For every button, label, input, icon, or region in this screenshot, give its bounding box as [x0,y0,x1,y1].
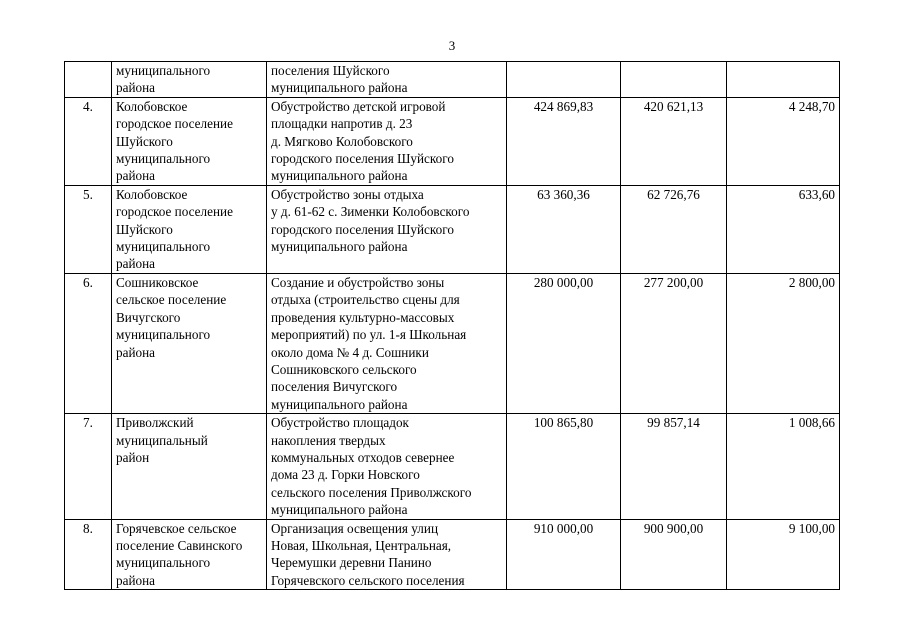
row-number-cell: 6. [65,273,112,413]
grant-table [64,61,840,590]
regional-amount-cell: 62 726,76 [621,185,727,273]
table-row [65,97,840,185]
local-amount-cell: 9 100,00 [727,519,840,590]
local-amount-cell: 1 008,66 [727,414,840,519]
row-number-cell: 7. [65,414,112,519]
row-number-cell: 5. [65,185,112,273]
recipient-cell: Приволжский муниципальный район [112,414,267,519]
project-cell: Обустройство площадок накопления твердых коммунальных отходов севернее дома 23 д. Горки Новского сельского поселения Приволжского муниципального района [267,414,507,519]
regional-amount-cell: 99 857,14 [621,414,727,519]
regional-amount-cell: 420 621,13 [621,97,727,185]
total-amount-cell: 100 865,80 [507,414,621,519]
regional-amount-cell: 277 200,00 [621,273,727,413]
row-number-cell: 4. [65,97,112,185]
total-amount-cell: 280 000,00 [507,273,621,413]
project-cell: Обустройство зоны отдыха у д. 61-62 с. Зименки Колобовского городского поселения Шуйского муниципального района [267,185,507,273]
regional-amount-cell: 900 900,00 [621,519,727,590]
project-cell: Обустройство детской игровой площадки напротив д. 23 д. Мягково Колобовского городского поселения Шуйского муниципального района [267,97,507,185]
project-cell: поселения Шуйского муниципального района [267,62,507,98]
total-amount-cell [507,62,621,98]
table-row [65,414,840,519]
table-row [65,185,840,273]
project-cell: Создание и обустройство зоны отдыха (строительство сцены для проведения культурно-массовых мероприятий) по ул. 1-я Школьная около дома № 4 д. Сошники Сошниковского сельского поселения Вичугского муниципального района [267,273,507,413]
row-number-cell [65,62,112,98]
project-cell: Организация освещения улиц Новая, Школьная, Центральная, Черемушки деревни Панино Горячевского сельского поселения [267,519,507,590]
table-row [65,519,840,590]
table-body [65,62,840,590]
total-amount-cell: 910 000,00 [507,519,621,590]
recipient-cell: Колобовское городское поселение Шуйского муниципального района [112,185,267,273]
regional-amount-cell [621,62,727,98]
recipient-cell: Колобовское городское поселение Шуйского муниципального района [112,97,267,185]
recipient-cell: Сошниковское сельское поселение Вичугского муниципального района [112,273,267,413]
local-amount-cell: 2 800,00 [727,273,840,413]
page-number: 3 [448,38,456,53]
local-amount-cell: 4 248,70 [727,97,840,185]
table-row [65,273,840,413]
recipient-cell: Горячевское сельское поселение Савинского муниципального района [112,519,267,590]
row-number-cell: 8. [65,519,112,590]
total-amount-cell: 63 360,36 [507,185,621,273]
local-amount-cell: 633,60 [727,185,840,273]
local-amount-cell [727,62,840,98]
table-row [65,62,840,98]
total-amount-cell: 424 869,83 [507,97,621,185]
recipient-cell: муниципального района [112,62,267,98]
